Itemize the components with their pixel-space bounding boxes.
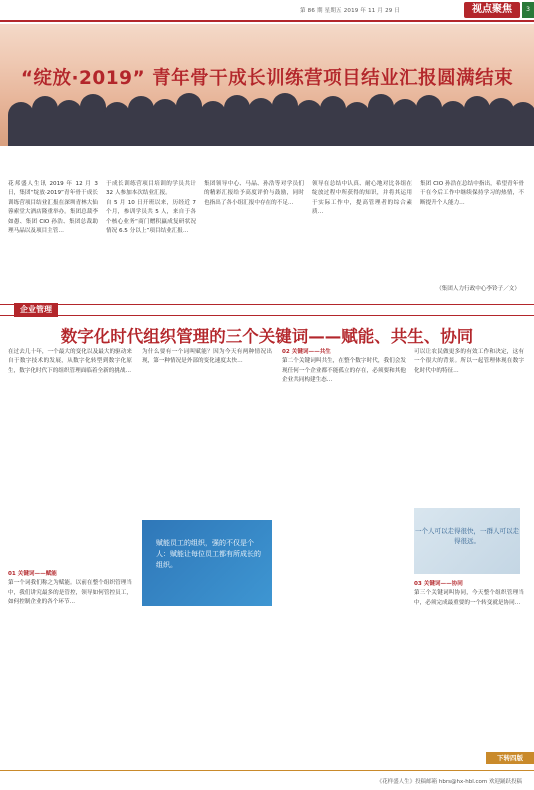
article-text: 第一个词我们称之为赋能。以前在整个组织管理当中，我们讲究最多的是管控，领导如何管控员工，如何控制企业的各个环节… [8,580,132,606]
main-column-1: 在过去几十年，一个最大的变化以及最大的驱动来自于数字技术的发展，从数字化转型到数字化原生，数字化时代下的组织管理面临着全新的挑战… [8,349,132,374]
banner-photo [0,24,534,146]
page-number: 3 [522,2,534,18]
issue-meta: 第 86 期 星期五 2019 年 11 月 29 日 [300,8,401,14]
article-headline: 数字化时代组织管理的三个关键词——赋能、共生、协同 [60,327,474,346]
article-text: 自 5 月 10 日开班以来，历经近 7 个月，参训学员共 5 人，来自于各个核心业务“商门赠积赢成复研状况情况 6.5 分以上”项目结业汇报… [106,199,196,235]
subheading-symbiosis: 02 关键词——共生 [282,349,331,355]
lead-paragraph: 花邦盛人生讯 2019 年 12 月 3 日，集团“绽放·2019”青年骨干成长训练营项目结业汇报在深圳青林大仙蓉索堂大酒店隆重举办。集团总裁李如愚、集团 CIO 孙浩、集团总裁助理马晶以及项目主管… [8,181,98,235]
byline: （集团人力行政中心李铃子／文） [436,286,520,292]
footer-text: 《花样盛人生》投稿邮箱 hbrs@hx-hbl.com 欢迎踊跃投稿 [376,779,522,785]
quote-image: 一个人可以走得很快，一群人可以走得很远。 [414,508,520,574]
subheading-empower: 01 关键词——赋能 [8,571,57,577]
main-column-4b [414,580,524,748]
article-column-3: 集团领导中心、马晶、孙浩等对学员们的精彩汇报给予高度评价与鼓励，同时也指出了各小组汇报中存在的不足… [204,181,304,206]
article-text: 于成长训练营项目培训的学员共计 32 人参加本次结业汇报。 [106,181,196,197]
main-column-2: 为什么要有一个词叫赋能？因为今天有两种情况出现，第一种情况是外部的变化速度太快… [142,349,272,365]
article-column-4: 领导在总结中认真、耐心地对比各组在绽放过程中所获得的知识，并将其运用于实际工作中，提高管理者的综合素质… [312,181,412,216]
page-footer [0,770,534,790]
main-column-4: 可以让农民做更多的有效工作和决定，这有一个很大的背景。所以一起管理体现在数字化时代中的特征… [414,349,524,374]
section-tag: 企业管理 [14,303,58,317]
continued-tag: 下转四版 [486,752,534,764]
page-header [0,0,534,22]
subheading-synergy: 03 关键词——协同 [414,581,463,587]
main-column-1b [8,570,132,750]
article-column-2 [106,180,196,288]
section-band [0,304,534,316]
group-photo [0,88,534,146]
section-title: 视点聚焦 [464,2,520,18]
article-text: 第二个关键词叫共生，在整个数字时代，我们会发现任何一个企业都不能孤立的存在，必须要和其他企业共同构建生态… [282,358,406,384]
article-column-5: 集团 CIO 孙浩在总结中指出，希望青年骨干在今后工作中继续保持学习的热情，不断提升个人能力… [420,181,524,206]
banner-title: “绽放·2019” 青年骨干成长训练营项目结业汇报圆满结束 [20,68,514,89]
article-text: 第三个关键词叫协同，今天整个组织管理当中，必须完成最重要的一个转变就是协同… [414,590,524,606]
slogan-image: 赋能员工的组织，强的不仅是个人：赋能让每位员工都有所成长的组织。 [142,520,272,606]
main-column-3 [282,348,406,748]
